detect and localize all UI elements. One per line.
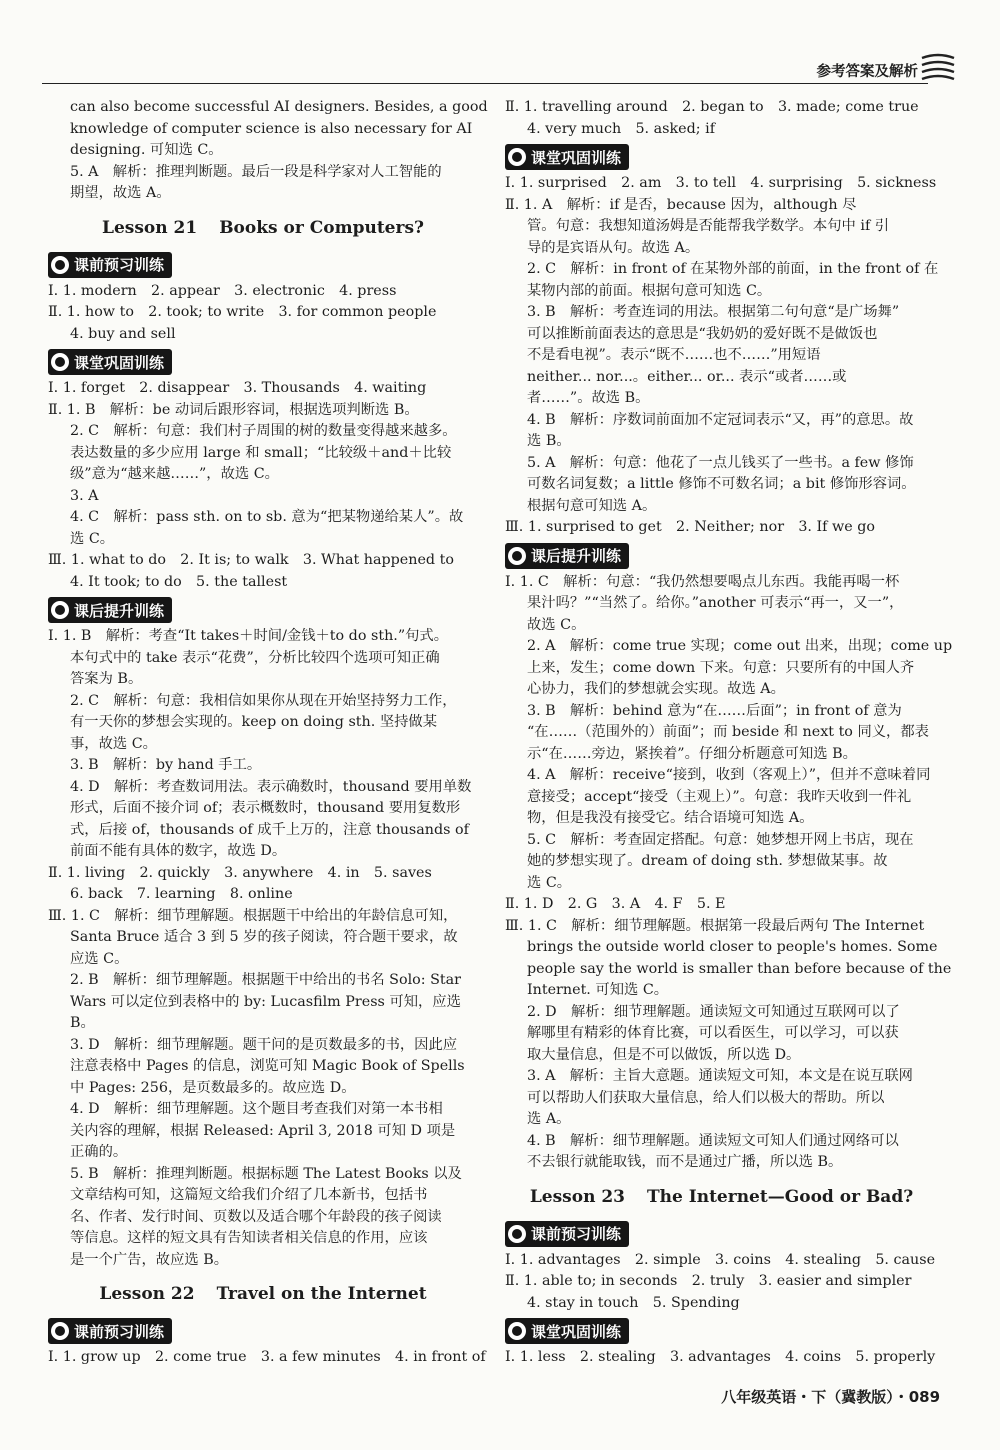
answer-line: Wars 可以定位到表格中的 by: Lucasfilm Press 可知，应选 [70, 993, 461, 1010]
section-banner [48, 593, 478, 626]
answer-line: 事，故选 C。 [70, 735, 157, 752]
answer-line: 示“在……旁边，紧挨着”。仔细分析题意可知选 B。 [527, 745, 857, 762]
answer-line: 3. A [70, 487, 99, 504]
answer-line: 中 Pages: 256，是页数最多的。故应选 D。 [70, 1079, 356, 1096]
answer-line: 4. C 解析：pass sth. on to sb. 意为“把某物递给某人”。故 [70, 509, 464, 525]
answer-line: 4. stay in touch 5. Spending [527, 1294, 740, 1311]
right-column [505, 97, 953, 1369]
answer-line: 故选 C。 [527, 616, 586, 633]
answer-line: neither... nor...。either... or... 表示“或者……或 [527, 368, 847, 385]
answer-line: 注意表格中 Pages 的信息，浏览可知 Magic Book of Spells [70, 1058, 465, 1074]
left-column [48, 97, 488, 1369]
answer-line: 5. A 解析：句意：他花了一点儿钱买了一些书。a few 修饰 [527, 454, 914, 471]
section-banner [505, 539, 938, 572]
answer-line: Ⅱ. 1. able to; in seconds 2. truly 3. easier and simpler [505, 1273, 912, 1289]
answer-line: 期望，故选 A。 [70, 185, 171, 201]
answer-line: 2. C 解析：in front of 在某物外部的前面，in the front of 在 [527, 261, 939, 277]
answer-line: 4. B 解析：序数词前面加不定冠词表示“又，再”的意思。故 [527, 411, 914, 428]
answer-line: Ⅱ. 1. how to 2. took; to write 3. for common people [48, 304, 437, 320]
section-title: 课前预习训练 [531, 1225, 622, 1243]
answer-line: 导的是宾语从句。故选 A。 [527, 239, 700, 256]
lesson-number: Lesson 22 [99, 1284, 195, 1304]
section-title: 课堂巩固训练 [74, 353, 165, 372]
section-badge-icon [51, 256, 69, 274]
answer-line: 2. C 解析：句意：我相信如果你从现在开始坚持努力工作， [70, 692, 457, 709]
section-label [48, 1318, 172, 1344]
section-badge-icon [508, 1225, 526, 1243]
section-label [48, 349, 172, 375]
answer-line: 可数名词复数；a little 修饰不可数名词；a bit 修饰形容词。 [527, 476, 916, 492]
section-title: 课堂巩固训练 [531, 148, 622, 167]
lesson-number: Lesson 21 [102, 217, 198, 238]
answer-line: Ⅰ. 1. less 2. stealing 3. advantages 4. coins 5. properly [505, 1349, 936, 1365]
answer-line: Ⅰ. 1. grow up 2. come true 3. a few minutes 4. in front of [48, 1349, 486, 1365]
answer-line: 取大量信息，但是不可以做饭，所以选 D。 [527, 1046, 801, 1063]
answer-line: 选 B。 [527, 433, 571, 449]
section-label [505, 144, 629, 170]
answer-line: 上来，发生；come down 下来。句意：只要所有的中国人齐 [527, 659, 915, 676]
answer-line: Ⅰ. 1. advantages 2. simple 3. coins 4. stealing 5. cause [505, 1251, 936, 1268]
answer-line: 名、作者、发行时间、页数以及适合哪个年龄段的孩子阅读 [70, 1208, 442, 1225]
answer-line: “在……（范围外的）前面”；而 beside 和 next to 同义，都表 [527, 724, 929, 740]
answer-line: 不去银行就能取钱，而不是通过广播，所以选 B。 [527, 1154, 843, 1170]
answer-line: 5. C 解析：考查固定搭配。句意：她梦想开网上书店，现在 [527, 831, 914, 848]
answer-line: 意接受；accept“接受（主观上）”。句意：我昨天收到一件礼 [527, 788, 912, 805]
answer-line: Ⅱ. 1. B 解析：be 动词后跟形容词，根据选项判断选 B。 [48, 401, 419, 418]
answer-line: 2. D 解析：细节理解题。通读短文可知通过互联网可以了 [527, 1003, 900, 1020]
section-banner [48, 248, 478, 281]
answer-line: Ⅱ. 1. A 解析：if 是否，because 因为，although 尽 [505, 196, 857, 213]
lesson-title [48, 218, 478, 238]
answer-line: 4. A 解析：receive“接到，收到（客观上）”，但并不意味着同 [527, 767, 931, 783]
answer-line: 正确的。 [70, 1144, 128, 1160]
answer-line: 心协力，我们的梦想就会实现。故选 A。 [527, 681, 785, 697]
section-badge-icon [51, 1322, 69, 1340]
answer-line: 关内容的理解，根据 Released: April 3, 2018 可知 D 项是 [70, 1122, 456, 1139]
answer-line: 可以帮助人们获取大量信息，给人们以极大的帮助。所以 [527, 1089, 885, 1106]
lesson-name: Travel on the Internet [216, 1284, 427, 1304]
answer-line: knowledge of computer science is also necessary for AI [70, 120, 473, 137]
answer-line: 者……”。故选 B。 [527, 390, 650, 406]
answer-line: 可以推断前面表达的意思是“我奶奶的爱好既不是做饭也 [527, 325, 878, 342]
answer-line: 物，但是我没有接受它。结合语境可知选 A。 [527, 810, 814, 826]
answer-line: Ⅰ. 1. B 解析：考查“It takes＋时间/金钱＋to do sth.”句式。 [48, 628, 449, 644]
answer-line: Ⅱ. 1. travelling around 2. began to 3. made; come true [505, 99, 919, 115]
answer-line: 4. D 解析：细节理解题。这个题目考查我们对第一本书相 [70, 1101, 443, 1117]
answer-line: Ⅰ. 1. C 解析：句意：“我仍然想要喝点儿东西。我能再喝一杯 [505, 573, 900, 590]
answer-line: 3. A 解析：主旨大意题。通读短文可知，本文是在说互联网 [527, 1068, 913, 1084]
answer-line: Santa Bruce 适合 3 到 5 岁的孩子阅读，符合题干要求，故 [70, 929, 458, 945]
section-badge-icon [51, 601, 69, 619]
answer-line: 前面不能有具体的数字，故选 D。 [70, 843, 287, 859]
section-title: 课前预习训练 [74, 1322, 165, 1341]
answer-line: 4. D 解析：考查数词用法。表示确数时，thousand 要用单数 [70, 778, 472, 795]
answer-line: 选 A。 [527, 1111, 571, 1127]
section-banner [48, 345, 478, 378]
answer-line: 4. B 解析：细节理解题。通读短文可知人们通过网络可以 [527, 1132, 899, 1149]
answer-line: Ⅲ. 1. C 解析：细节理解题。根据第一段最后两句 The Internet [505, 917, 925, 934]
answer-line: 式，后接 of，thousands of 成千上万的，注意 thousands of [70, 821, 469, 838]
answer-line: 3. D 解析：细节理解题。题干问的是页数最多的书，因此应 [70, 1036, 458, 1053]
section-title: 课后提升训练 [74, 601, 165, 620]
answer-line: 文章结构可知，这篇短文给我们介绍了几本新书，包括书 [70, 1187, 428, 1203]
lesson-title [505, 1187, 938, 1207]
lesson-title [48, 1284, 478, 1304]
answer-line: Ⅲ. 1. what to do 2. It is; to walk 3. What happened to [48, 552, 454, 568]
answer-line: 3. B 解析：by hand 手工。 [70, 757, 262, 773]
answer-line: 3. B 解析：考查连词的用法。根据第二句句意“是广场舞” [527, 304, 900, 320]
answer-line: 5. B 解析：推理判断题。根据标题 The Latest Books 以及 [70, 1165, 462, 1182]
answer-line: 某物内部的前面。根据句意可知选 C。 [527, 282, 772, 299]
section-badge-icon [51, 353, 69, 371]
lesson-number: Lesson 23 [529, 1186, 626, 1207]
lesson-name: Books or Computers? [219, 217, 424, 238]
answer-line: 等信息。这样的短文具有告知读者相关信息的作用，应该 [70, 1230, 428, 1246]
answer-line: 有一天你的梦想会实现的。keep on doing sth. 坚持做某 [70, 714, 438, 730]
section-banner [505, 140, 938, 173]
section-badge-icon [508, 148, 526, 166]
page-footer: 八年级英语・下（冀教版）・089 [721, 1388, 940, 1406]
answer-line: 6. back 7. learning 8. online [70, 886, 293, 902]
section-banner [505, 1314, 938, 1347]
answer-line: 4. very much 5. asked; if [527, 120, 716, 137]
section-title: 课后提升训练 [531, 547, 622, 565]
section-title: 课堂巩固训练 [531, 1322, 622, 1341]
section-banner [48, 1314, 478, 1347]
answer-line: people say the world is smaller than before because of the [527, 960, 952, 977]
answer-line: 解哪里有精彩的体育比赛，可以看医生，可以学习，可以获 [527, 1025, 899, 1041]
answer-line: 2. C 解析：句意：我们村子周围的树的数量变得越来越多。 [70, 423, 457, 439]
section-label [48, 252, 172, 278]
section-label [48, 597, 172, 623]
section-label [505, 543, 629, 569]
header-rule [42, 83, 928, 84]
answer-line: 表达数量的多少应用 large 和 small；“比较级＋and＋比较 [70, 444, 452, 461]
books-icon [918, 50, 958, 82]
answer-line: 级”意为“越来越……”，故选 C。 [70, 466, 279, 482]
answer-line: 形式，后面不接介词 of；表示概数时，thousand 要用复数形 [70, 800, 461, 816]
answer-line: 选 C。 [527, 874, 572, 891]
answer-line: Ⅰ. 1. modern 2. appear 3. electronic 4. press [48, 282, 397, 299]
answer-line: 是一个广告，故应选 B。 [70, 1251, 229, 1268]
section-title: 课前预习训练 [74, 256, 165, 274]
answer-line: 3. B 解析：behind 意为“在……后面”；in front of 意为 [527, 702, 902, 719]
answer-line: 2. B 解析：细节理解题。根据题干中给出的书名 Solo: Star [70, 972, 462, 988]
answer-line: 管。句意：我想知道汤姆是否能帮我学数学。本句中 if 引 [527, 218, 890, 234]
answer-line: 不是看电视”。表示“既不……也不……”用短语 [527, 347, 821, 363]
answer-line: B。 [70, 1015, 95, 1031]
answer-line: 选 C。 [70, 530, 115, 547]
answer-line: Ⅰ. 1. surprised 2. am 3. to tell 4. surprising 5. sickness [505, 175, 937, 191]
section-badge-icon [508, 1322, 526, 1340]
section-banner [505, 1217, 938, 1250]
section-badge-icon [508, 547, 526, 565]
answer-line: designing. 可知选 C。 [70, 142, 223, 158]
answer-line: brings the outside world closer to people's homes. Some [527, 939, 938, 955]
answer-line: Internet. 可知选 C。 [527, 982, 669, 998]
answer-line: Ⅲ. 1. surprised to get 2. Neither; nor 3. If we go [505, 519, 876, 535]
answer-line: 她的梦想实现了。dream of doing sth. 梦想做某事。故 [527, 853, 888, 869]
section-label [505, 1221, 629, 1247]
answer-line: 4. buy and sell [70, 325, 176, 342]
answer-line: 5. A 解析：推理判断题。最后一段是科学家对人工智能的 [70, 163, 442, 180]
answer-line: 本句式中的 take 表示“花费”，分析比较四个选项可知正确 [70, 649, 440, 666]
lesson-name: The Internet—Good or Bad? [647, 1186, 914, 1207]
answer-line: 2. A 解析：come true 实现；come out 出来，出现；come up [527, 638, 953, 654]
section-label [505, 1318, 629, 1344]
answer-line: 果汁吗？”“当然了。给你。”another 可表示“再一，又一”， [527, 595, 904, 611]
answer-line: 根据句意可知选 A。 [527, 497, 657, 514]
header-title: 参考答案及解析 [816, 64, 918, 80]
answer-line: 4. It took; to do 5. the tallest [70, 573, 288, 590]
answer-line: Ⅰ. 1. forget 2. disappear 3. Thousands 4. waiting [48, 380, 427, 396]
answer-line: 应选 C。 [70, 950, 129, 967]
answer-line: Ⅲ. 1. C 解析：细节理解题。根据题干中给出的年龄信息可知， [48, 907, 458, 924]
answer-line: Ⅱ. 1. living 2. quickly 3. anywhere 4. in 5. saves [48, 864, 432, 881]
answer-line: can also become successful AI designers. Besides, a good [70, 99, 488, 115]
answer-line: 答案为 B。 [70, 671, 143, 687]
answer-line: Ⅱ. 1. D 2. G 3. A 4. F 5. E [505, 896, 726, 912]
